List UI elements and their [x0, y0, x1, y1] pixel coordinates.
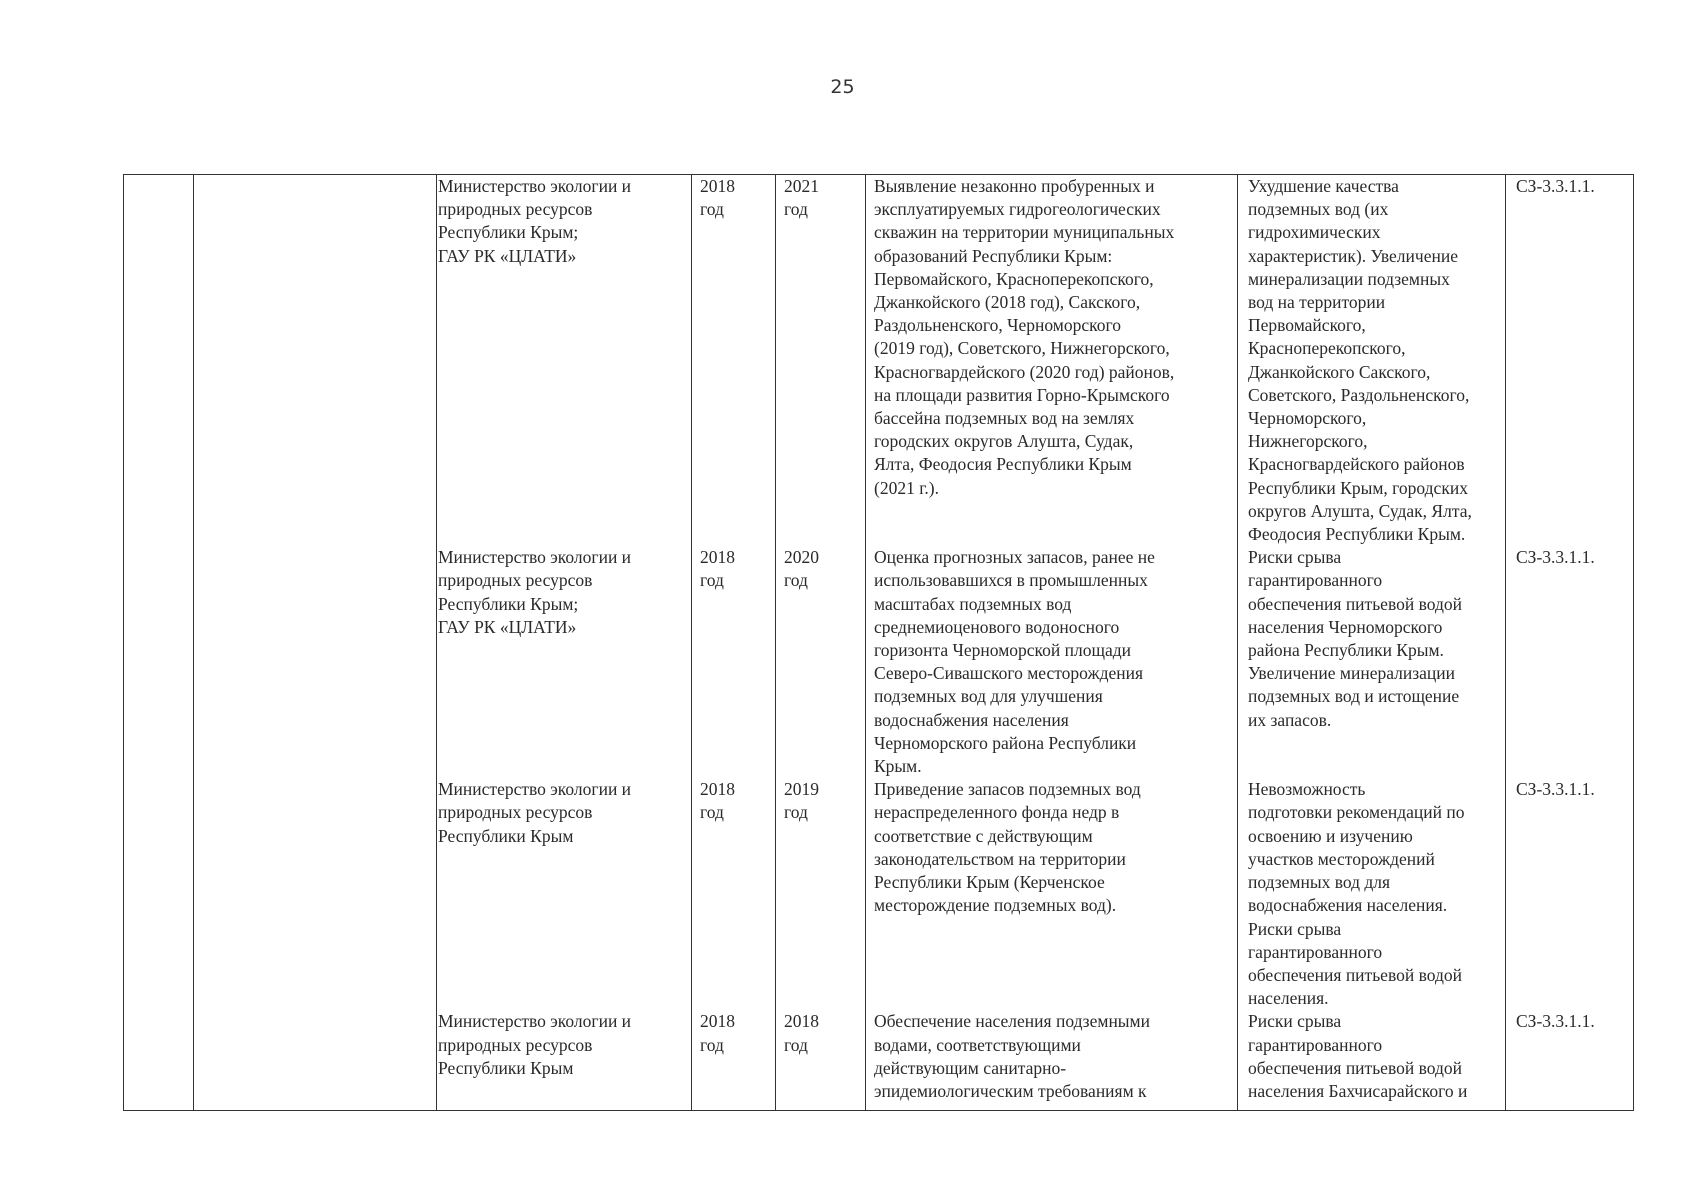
table-row: [124, 1010, 1634, 1110]
start-year-text: 2018 год: [700, 1011, 735, 1055]
description-text: Приведение запасов подземных вод нераспределенного фонда недр в соответствие с действующим законодательством на территории Республики Крым (Керченское месторождение подземных вод).: [874, 779, 1141, 916]
risk-text: Риски срыва гарантированного обеспечения питьевой водой населения Бахчисарайского и: [1248, 1011, 1468, 1101]
responsible-cell: [437, 1010, 692, 1110]
risk-cell: [1238, 1010, 1506, 1110]
code-text: СЗ-3.3.1.1.: [1516, 1011, 1595, 1032]
end-year-text: 2018 год: [784, 1011, 819, 1055]
code-cell: [1506, 1010, 1634, 1110]
empty-cell: [124, 778, 194, 1010]
description-text: Оценка прогнозных запасов, ранее не использовавшихся в промышленных масштабах подземных вод среднемиоценового водоносного горизонта Черноморской площади Северо-Сивашского месторождения подземных вод для улучшения водоснабжения населения Черноморского района Республики Крым.: [874, 547, 1155, 777]
start-year-cell: [692, 175, 776, 547]
description-text: Обеспечение населения подземными водами, соответствующими действующим санитарно- эпидемиологическим требованиям к: [874, 1011, 1151, 1101]
responsible-cell: [437, 175, 692, 547]
responsible-text: Министерство экологии и природных ресурсов Республики Крым; ГАУ РК «ЦЛАТИ»: [438, 547, 632, 637]
risk-cell: [1238, 778, 1506, 1010]
responsible-text: Министерство экологии и природных ресурсов Республики Крым: [438, 1011, 632, 1078]
code-cell: [1506, 546, 1634, 778]
start-year-text: 2018 год: [700, 547, 735, 591]
responsible-cell: [437, 546, 692, 778]
code-cell: [1506, 175, 1634, 547]
code-cell: [1506, 778, 1634, 1010]
responsible-cell: [437, 778, 692, 1010]
start-year-text: 2018 год: [700, 176, 735, 220]
empty-cell: [194, 1010, 437, 1110]
empty-cell: [124, 175, 194, 547]
end-year-text: 2020 год: [784, 547, 819, 591]
measures-table: [123, 174, 1634, 1111]
risk-text: Риски срыва гарантированного обеспечения питьевой водой населения Черноморского района Республики Крым. Увеличение минерализации подземных вод и истощение их запасов.: [1248, 547, 1462, 730]
empty-cell: [194, 546, 437, 778]
code-text: СЗ-3.3.1.1.: [1516, 779, 1595, 800]
start-year-text: 2018 год: [700, 779, 735, 823]
empty-cell: [194, 778, 437, 1010]
end-year-text: 2019 год: [784, 779, 819, 823]
description-text: Выявление незаконно пробуренных и эксплуатируемых гидрогеологических скважин на территории муниципальных образований Республики Крым: Первомайского, Красноперекопского, Джанкойского (2018 год), Сакского, Раздольненского, Черноморского (2019 год), Советского, Нижнегорского, Красногвардейского (2020 год) районов, на площади развития Горно-Крымского бассейна подземных вод на землях городских округов Алушта, Судак, Ялта, Феодосия Республики Крым (2021 г.).: [874, 176, 1175, 498]
description-cell: [866, 546, 1238, 778]
description-cell: [866, 1010, 1238, 1110]
table-row: [124, 175, 1634, 547]
table-row: [124, 546, 1634, 778]
description-cell: [866, 778, 1238, 1010]
responsible-text: Министерство экологии и природных ресурсов Республики Крым: [438, 779, 632, 846]
end-year-cell: [776, 175, 866, 547]
end-year-text: 2021 год: [784, 176, 819, 220]
empty-cell: [124, 1010, 194, 1110]
start-year-cell: [692, 1010, 776, 1110]
end-year-cell: [776, 1010, 866, 1110]
risk-cell: [1238, 546, 1506, 778]
code-text: СЗ-3.3.1.1.: [1516, 547, 1595, 568]
empty-cell: [194, 175, 437, 547]
start-year-cell: [692, 778, 776, 1010]
risk-text: Ухудшение качества подземных вод (их гидрохимических характеристик). Увеличение минерализации подземных вод на территории Первомайского, Красноперекопского, Джанкойского Сакского, Советского, Раздольненского, Черноморского, Нижнегорского, Красногвардейского районов Республики Крым, городских округов Алушта, Судак, Ялта, Феодосия Республики Крым.: [1248, 176, 1472, 545]
end-year-cell: [776, 778, 866, 1010]
end-year-cell: [776, 546, 866, 778]
description-cell: [866, 175, 1238, 547]
start-year-cell: [692, 546, 776, 778]
code-text: СЗ-3.3.1.1.: [1516, 176, 1595, 196]
risk-text: Невозможность подготовки рекомендаций по освоению и изучению участков месторождений подземных вод для водоснабжения населения. Риски срыва гарантированного обеспечения питьевой водой населения.: [1248, 779, 1465, 1009]
page-number: 25: [830, 76, 855, 98]
empty-cell: [124, 546, 194, 778]
responsible-text: Министерство экологии и природных ресурсов Республики Крым; ГАУ РК «ЦЛАТИ»: [438, 176, 632, 266]
risk-cell: [1238, 175, 1506, 547]
table-row: [124, 778, 1634, 1010]
